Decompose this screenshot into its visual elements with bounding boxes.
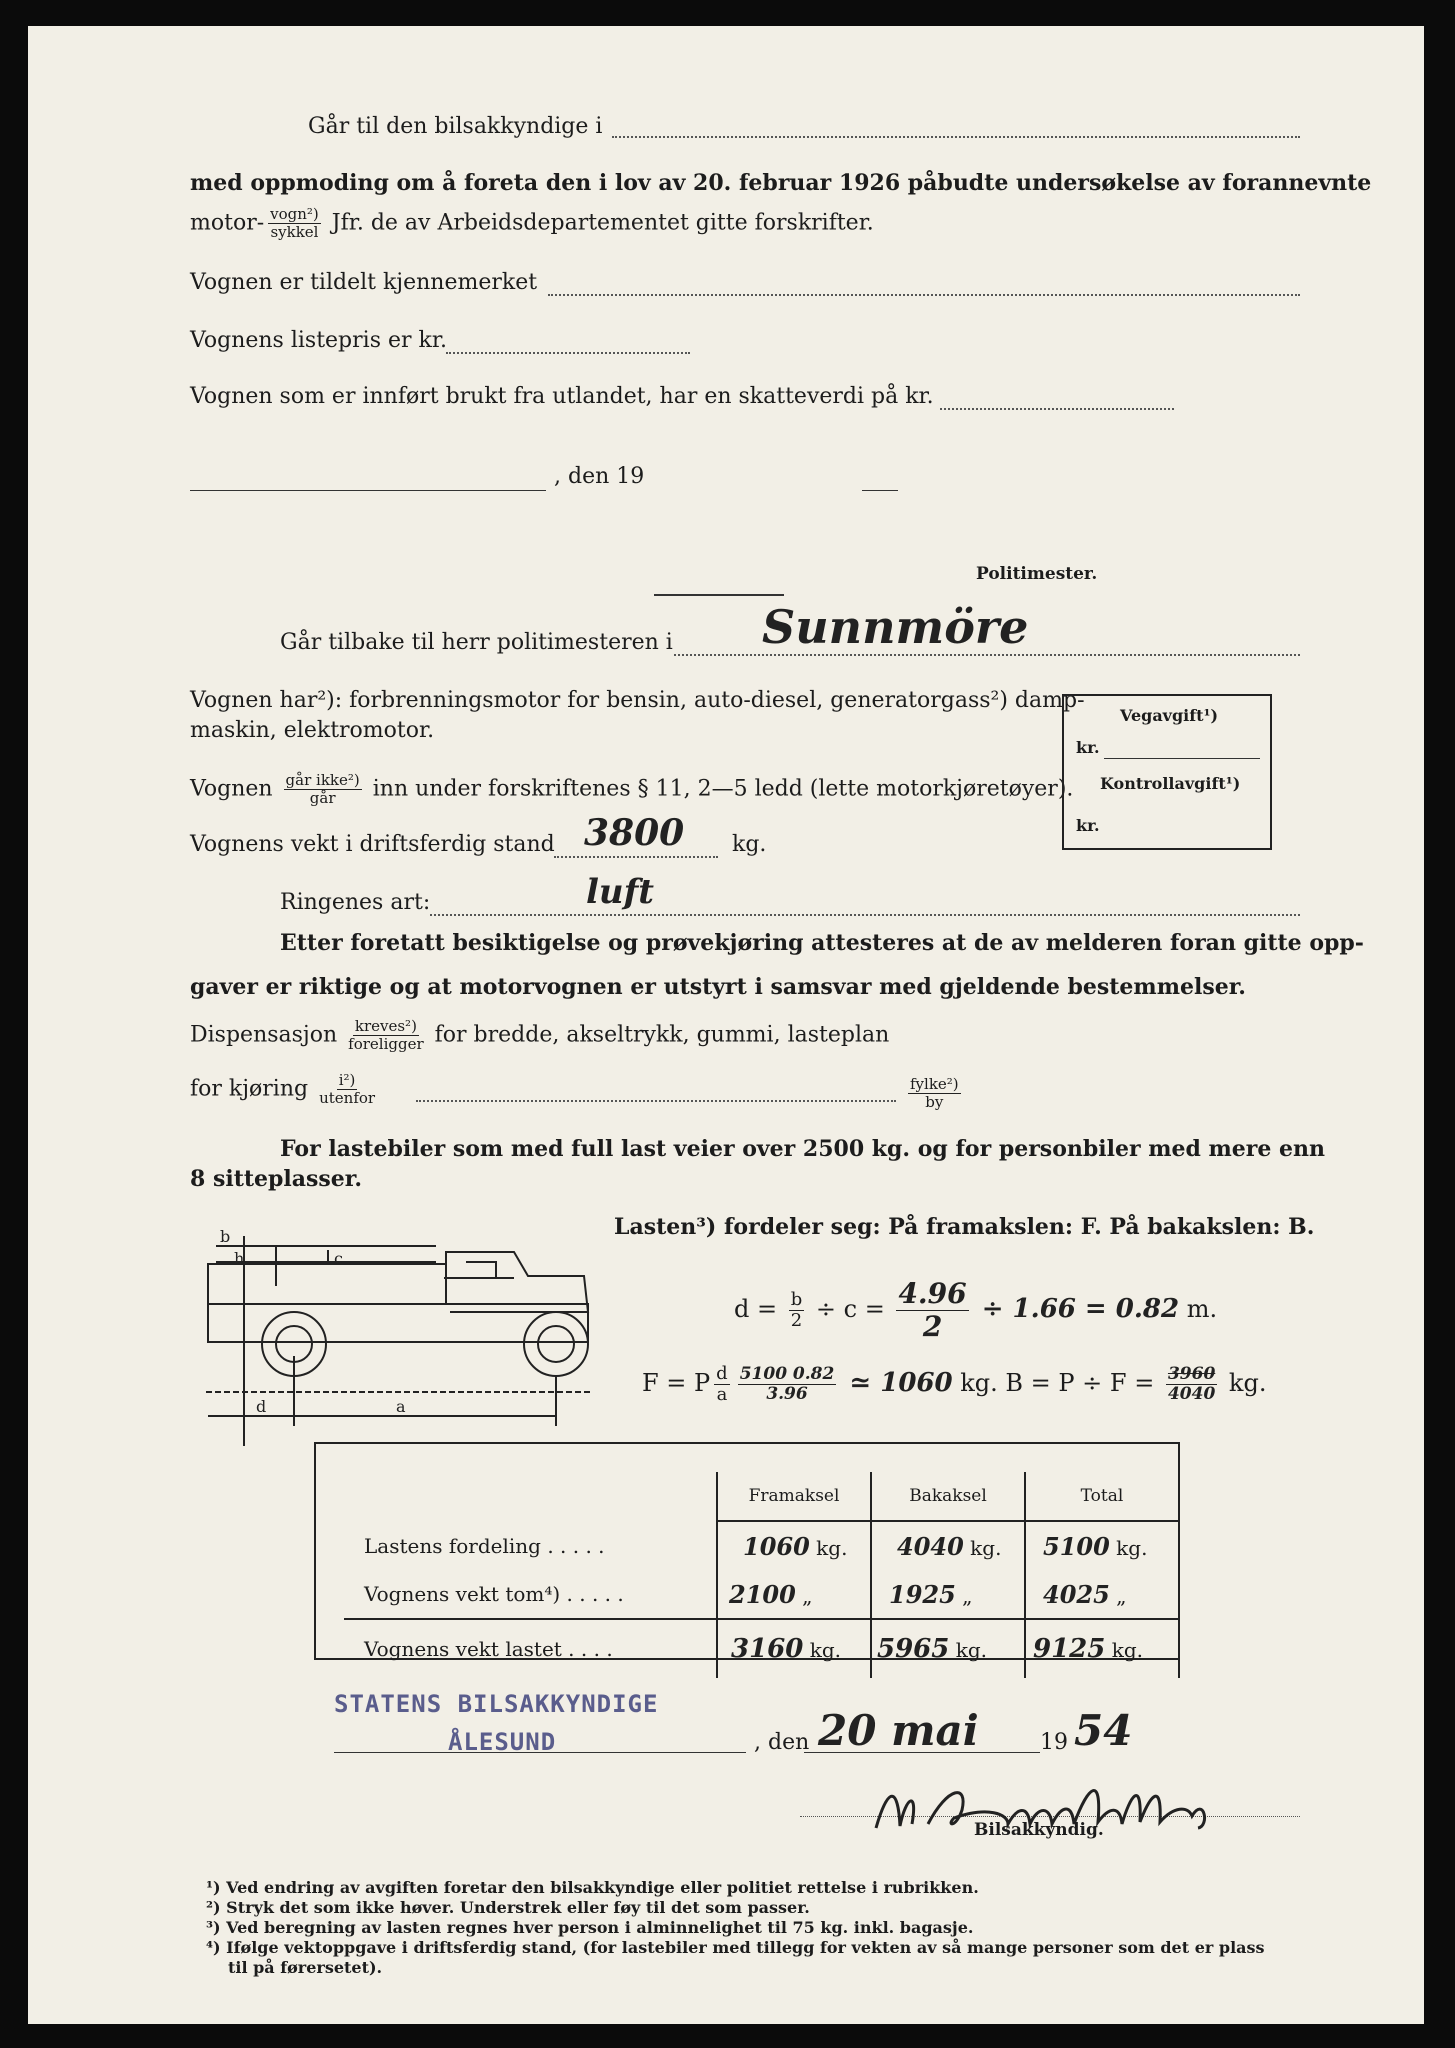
table-cell: 4025 „ [1025, 1570, 1179, 1619]
disp-fraction: $\frac{\text{kreves²)}}{\text{foreligger}}$ [348, 1017, 424, 1053]
table-cell: 2100 „ [717, 1570, 871, 1619]
field-listepris [446, 352, 690, 354]
label-kr-2: kr. [1076, 816, 1100, 835]
fylke-fraction-wrap [904, 1076, 965, 1111]
line-gaar-inn-under: Vognen $\frac{\text{går ikke²)}}{\text{går}}$ inn under forskriftenes § 11, 2—5 ledd (lette motorkjøretøyer). [190, 771, 1074, 807]
label-den-19: , den 19 [554, 464, 645, 489]
table-row [344, 1521, 1179, 1570]
line-dispensasjon: Dispensasjon $\frac{\text{kreves²)}}{\text{foreligger}}$ for bredde, akseltrykk, gummi, lasteplan [190, 1017, 890, 1053]
lasten-fordeler: Lasten³) fordeler seg: På framakslen: F. På bakakslen: B. [614, 1214, 1315, 1240]
label-19: 19 [1040, 1730, 1068, 1755]
label-gaar-tilbake: Går tilbake til herr politimesteren i [280, 630, 673, 655]
attest-line-1: Etter foretatt besiktigelse og prøvekjøring attesteres at de av melderen foran gitte opp- [280, 930, 1364, 956]
motor-fraction: $\frac{\text{vogn²)}}{\text{sykkel}}$ [270, 205, 319, 241]
label-bilsakkyndig: Bilsakkyndig. [974, 1820, 1104, 1840]
footnote-3: ³) Ved beregning av lasten regnes hver person i alminnelighet til 75 kg. inkl. bagasje. [206, 1918, 974, 1937]
handwritten-3800: 3800 [584, 812, 685, 854]
table-cell: 5965 kg. [871, 1619, 1025, 1678]
formula-f: F = P $\frac{d}{a}$ $\frac{5100 0.82}{3.96}$ ≃ 1060 kg. B = P ÷ F = $\frac{3960}{4040}$ kg. [642, 1363, 1267, 1405]
field-skatteverdi [940, 408, 1174, 410]
label-kontrollavgift: Kontrollavgift¹) [1100, 774, 1241, 793]
fylke-fraction: $\frac{\text{fylke²)}}{by}$ [910, 1075, 959, 1111]
footnote-1: ¹) Ved endring av avgiften foretar den bilsakkyndige eller politiet rettelse i rubrikken. [206, 1878, 979, 1897]
label-vognen-har-2: maskin, elektromotor. [190, 718, 435, 743]
stamp-line-1: STATENS BILSAKKYNDIGE [334, 1690, 659, 1718]
table-row [344, 1619, 1179, 1678]
diagram-label-c: c [334, 1249, 343, 1268]
field-ringenes [430, 914, 1300, 916]
footnote-4-cont: til på førersetet). [228, 1958, 383, 1977]
col-bakaksel: Bakaksel [871, 1472, 1025, 1521]
diagram-label-a: a [396, 1397, 406, 1416]
gaar-fraction: $\frac{\text{går ikke²)}}{\text{går}}$ [285, 771, 360, 807]
line-oppmoding: med oppmoding om å foreta den i lov av 20. februar 1926 påbudte undersøkelse av forannevnte [190, 170, 1372, 196]
label-vognen-har: Vognen har²): forbrenningsmotor for bensin, auto-diesel, generatorgass²) damp- [190, 688, 1085, 713]
table-row [344, 1570, 1179, 1619]
table-cell: 4040 kg. [871, 1521, 1025, 1570]
field-sted [334, 1752, 746, 1753]
label-vekt-driftsferdig: Vognens vekt i driftsferdig stand [190, 832, 555, 857]
stamp-line-2: ÅLESUND [448, 1728, 557, 1756]
label-politimester: Politimester. [976, 564, 1098, 584]
lastebiler-line-1: For lastebiler som med full last veier over 2500 kg. og for personbiler med mere enn [280, 1136, 1326, 1162]
front-wheel [524, 1312, 588, 1376]
form-sheet [28, 26, 1424, 2024]
kjor-fraction: $\frac{\text{i²)}}{\text{utenfor}}$ [319, 1071, 376, 1107]
label-kg: kg. [732, 832, 767, 857]
row-label: Vognens vekt tom⁴) . . . . . [364, 1582, 624, 1606]
row-label: Vognens vekt lastet . . . . [364, 1637, 613, 1661]
handwritten-luft: luft [586, 872, 654, 912]
diagram-label-h: h [234, 1249, 245, 1268]
field-year [862, 490, 898, 491]
label-vegavgift: Vegavgift¹) [1120, 706, 1219, 725]
formula-d: d = $\frac{b}{2}$ ÷ c = $\frac{4.96}{2}$ ÷ 1.66 = 0.82 m. [734, 1277, 1218, 1343]
col-framaksel: Framaksel [717, 1472, 871, 1521]
diagram-label-b: b [220, 1227, 231, 1246]
lastebiler-line-2: 8 sitteplasser. [190, 1166, 363, 1192]
line-kjoring: for kjøring $\frac{\text{i²)}}{\text{utenfor}}$ [190, 1071, 376, 1107]
field-place [190, 490, 546, 491]
field-vekt [554, 856, 718, 858]
table-cell: 5100 kg. [1025, 1521, 1179, 1570]
table-cell: 9125 kg. [1025, 1619, 1179, 1678]
distribution-table [344, 1472, 1180, 1678]
handwritten-sunnmore: Sunnmöre [762, 600, 1029, 654]
label-kr-1: kr. [1076, 738, 1100, 757]
handwritten-year: 54 [1074, 1706, 1133, 1755]
label-skatteverdi: Vognen som er innført brukt fra utlandet, har en skatteverdi på kr. [190, 384, 934, 409]
attest-line-2: gaver er riktige og at motorvognen er utstyrt i samsvar med gjeldende bestemmelser. [190, 974, 1246, 1000]
row-label: Lastens fordeling . . . . . [364, 1533, 605, 1558]
field-kjennemerke [548, 294, 1300, 296]
field-kjoring [416, 1100, 896, 1102]
line-motor: motor- $\frac{\text{vogn²)}}{\text{sykkel}}$ Jfr. de av Arbeidsdepartementet gitte forskrifter. [190, 205, 874, 241]
field-bilsakkyndige [612, 136, 1300, 138]
truck-diagram [196, 1216, 596, 1446]
footnote-2: ²) Stryk det som ikke høver. Understrek eller føy til det som passer. [206, 1898, 810, 1917]
table-cell: 1925 „ [871, 1570, 1025, 1619]
field-politimester [674, 654, 1300, 656]
footnote-4: ⁴) Ifølge vektoppgave i driftsferdig stand, (for lastebiler med tillegg for vekten av så mange personer som det er plass [206, 1938, 1265, 1957]
table-cell: 3160 kg. [717, 1619, 871, 1678]
label-ringenes-art: Ringenes art: [280, 890, 431, 915]
handwritten-date: 20 mai [818, 1706, 979, 1755]
divider [654, 594, 784, 596]
col-total: Total [1025, 1472, 1179, 1521]
line-gaar-til: Går til den bilsakkyndige i [308, 114, 603, 139]
label-den: , den [754, 1730, 810, 1755]
avgift-box [1062, 694, 1272, 850]
table-cell: 1060 kg. [717, 1521, 871, 1570]
label-kjennemerke: Vognen er tildelt kjennemerket [190, 270, 538, 295]
label-listepris: Vognens listepris er kr. [190, 328, 447, 353]
diagram-label-d: d [256, 1397, 267, 1416]
